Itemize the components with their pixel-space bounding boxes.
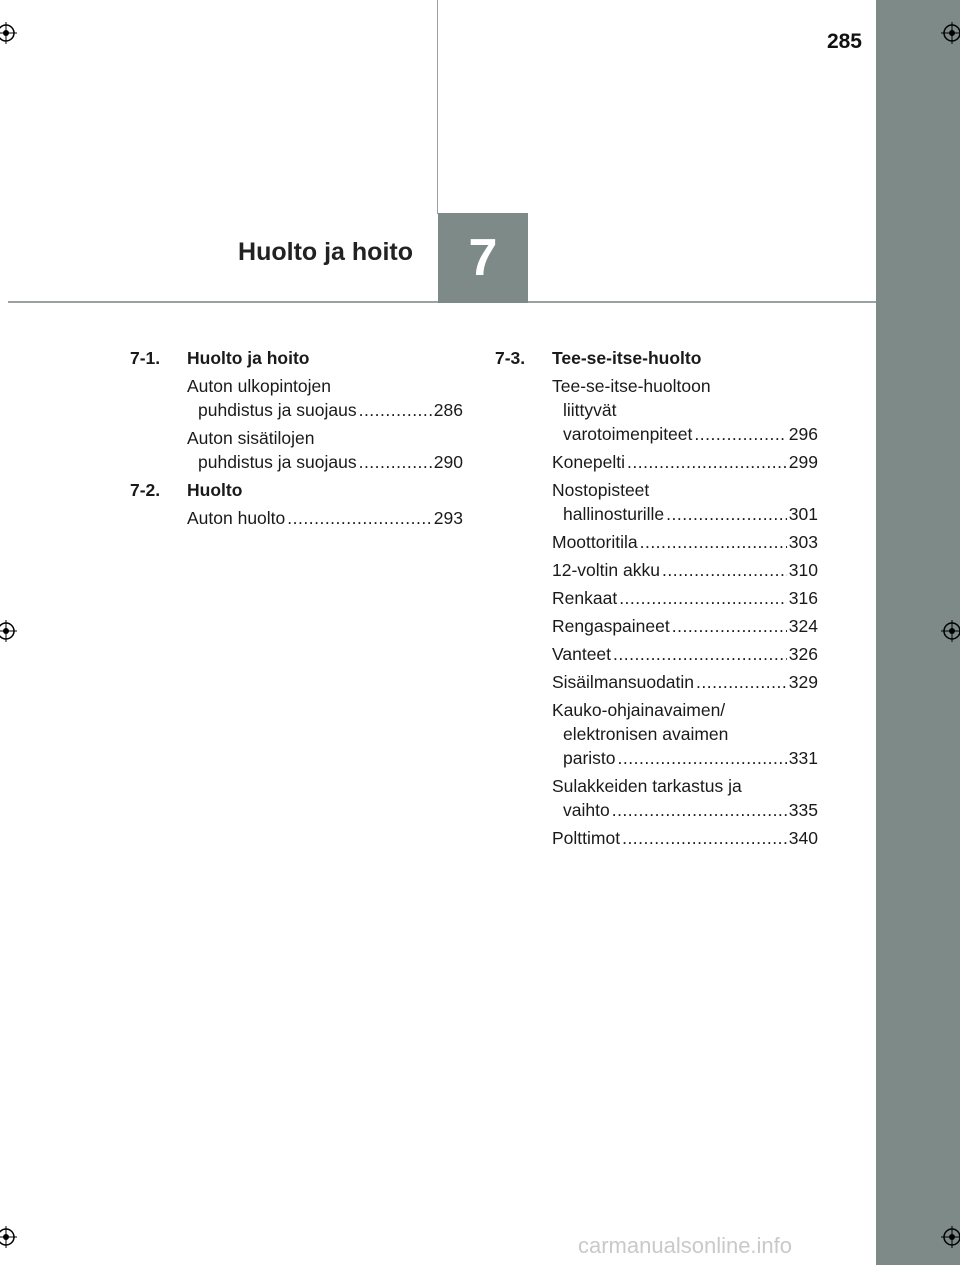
toc-entry[interactable] [187, 506, 463, 530]
toc-entry-page: 316 [788, 588, 818, 608]
toc-section-number: 7-2. [130, 480, 161, 500]
toc-entry-page: 290 [433, 452, 463, 472]
toc-entry-text: Rengaspaineet [552, 616, 670, 636]
toc-entry-text: elektronisen avaimen [563, 724, 729, 744]
chapter-number-box [438, 213, 528, 303]
toc-leader-dots [662, 558, 787, 582]
watermark: carmanualsonline.info [578, 1233, 793, 1258]
toc-entry[interactable] [187, 426, 463, 474]
toc-column-left [130, 346, 463, 534]
toc-leader-dots [613, 642, 787, 666]
toc-leader-dots [666, 502, 787, 526]
registration-mark-icon [941, 22, 960, 44]
toc-entry[interactable] [552, 530, 818, 554]
toc-entry-text: vaihto [563, 800, 610, 820]
registration-mark-icon [0, 1226, 17, 1248]
toc-entry-page: 303 [788, 532, 818, 552]
toc-entry-page: 310 [788, 560, 818, 580]
toc-entry[interactable] [552, 642, 818, 666]
toc-entry[interactable] [552, 558, 818, 582]
toc-leader-dots [622, 826, 787, 850]
toc-entry-text: Polttimot [552, 828, 621, 848]
toc-entry-text: Auton sisätilojen [187, 428, 315, 448]
toc-leader-dots [618, 746, 787, 770]
toc-entry-page: 293 [433, 508, 463, 528]
toc-section-heading[interactable] [495, 346, 818, 370]
toc-section-number: 7-1. [130, 348, 161, 368]
registration-mark-icon [941, 620, 960, 642]
toc-entry-page: 296 [788, 424, 818, 444]
toc-section-heading[interactable] [130, 478, 463, 502]
chapter-title: Huolto ja hoito [238, 238, 413, 266]
toc-entry-text: puhdistus ja suojaus [198, 400, 357, 420]
toc-leader-dots [672, 614, 787, 638]
chapter-number: 7 [468, 229, 498, 287]
toc-entry[interactable] [552, 698, 818, 770]
toc-entry-text: puhdistus ja suojaus [198, 452, 357, 472]
toc-leader-dots [640, 530, 787, 554]
toc-section [130, 478, 463, 530]
toc-entry-page: 340 [788, 828, 818, 848]
toc-section-heading[interactable] [130, 346, 463, 370]
toc-entry[interactable] [552, 670, 818, 694]
toc-leader-dots [359, 398, 432, 422]
registration-mark-icon [0, 22, 17, 44]
toc-leader-dots [627, 450, 787, 474]
vertical-rule [437, 0, 438, 214]
toc-entry[interactable] [552, 774, 818, 822]
toc-section [130, 346, 463, 474]
toc-entry-text: Vanteet [552, 644, 612, 664]
toc-entry-text: Moottoritila [552, 532, 638, 552]
toc-entry-text: Nostopisteet [552, 480, 650, 500]
toc-section-number: 7-3. [495, 348, 526, 368]
toc-entry[interactable] [552, 826, 818, 850]
toc-entry-page: 299 [788, 452, 818, 472]
toc-entry[interactable] [552, 478, 818, 526]
toc-leader-dots [619, 586, 787, 610]
toc-leader-dots [287, 506, 432, 530]
toc-entry-text: Tee-se-itse-huoltoon [552, 376, 711, 396]
toc-entry-page: 331 [788, 748, 818, 768]
toc-entry-page: 329 [788, 672, 818, 692]
toc-entry[interactable] [552, 586, 818, 610]
toc-entry-text: Konepelti [552, 452, 625, 472]
toc-entry[interactable] [552, 450, 818, 474]
toc-leader-dots [612, 798, 787, 822]
toc-entry-page: 301 [788, 504, 818, 524]
toc-entry-text: paristo [563, 748, 616, 768]
toc-entry-text: varotoimenpiteet [563, 424, 693, 444]
toc-entry-text: 12-voltin akku [552, 560, 660, 580]
toc-entry[interactable] [552, 374, 818, 446]
toc-leader-dots [696, 670, 787, 694]
toc-entry-text: liittyvät [563, 400, 617, 420]
toc-entry-text: Kauko-ohjainavaimen/ [552, 700, 726, 720]
registration-mark-icon [0, 620, 17, 642]
toc-entry-text: Auton huolto [187, 508, 286, 528]
toc-entry-page: 286 [433, 400, 463, 420]
toc-entry-text: hallinosturille [563, 504, 665, 524]
toc-entry-text: Sisäilmansuodatin [552, 672, 695, 692]
page-number: 285 [826, 30, 862, 53]
toc-leader-dots [694, 422, 786, 446]
toc-entry-text: Renkaat [552, 588, 618, 608]
toc-entry-text: Sulakkeiden tarkastus ja [552, 776, 742, 796]
toc-entry-text: Auton ulkopintojen [187, 376, 331, 396]
toc-entry-page: 324 [788, 616, 818, 636]
toc-section-title: Huolto ja hoito [187, 348, 310, 368]
toc-section-title: Tee-se-itse-huolto [552, 348, 702, 368]
toc-section-title: Huolto [187, 480, 243, 500]
toc-entry-page: 326 [788, 644, 818, 664]
toc-leader-dots [359, 450, 432, 474]
toc-entry-page: 335 [788, 800, 818, 820]
toc-column-right [495, 346, 818, 854]
toc-entry[interactable] [552, 614, 818, 638]
registration-mark-icon [941, 1226, 960, 1248]
toc-entry[interactable] [187, 374, 463, 422]
toc-section [495, 346, 818, 850]
